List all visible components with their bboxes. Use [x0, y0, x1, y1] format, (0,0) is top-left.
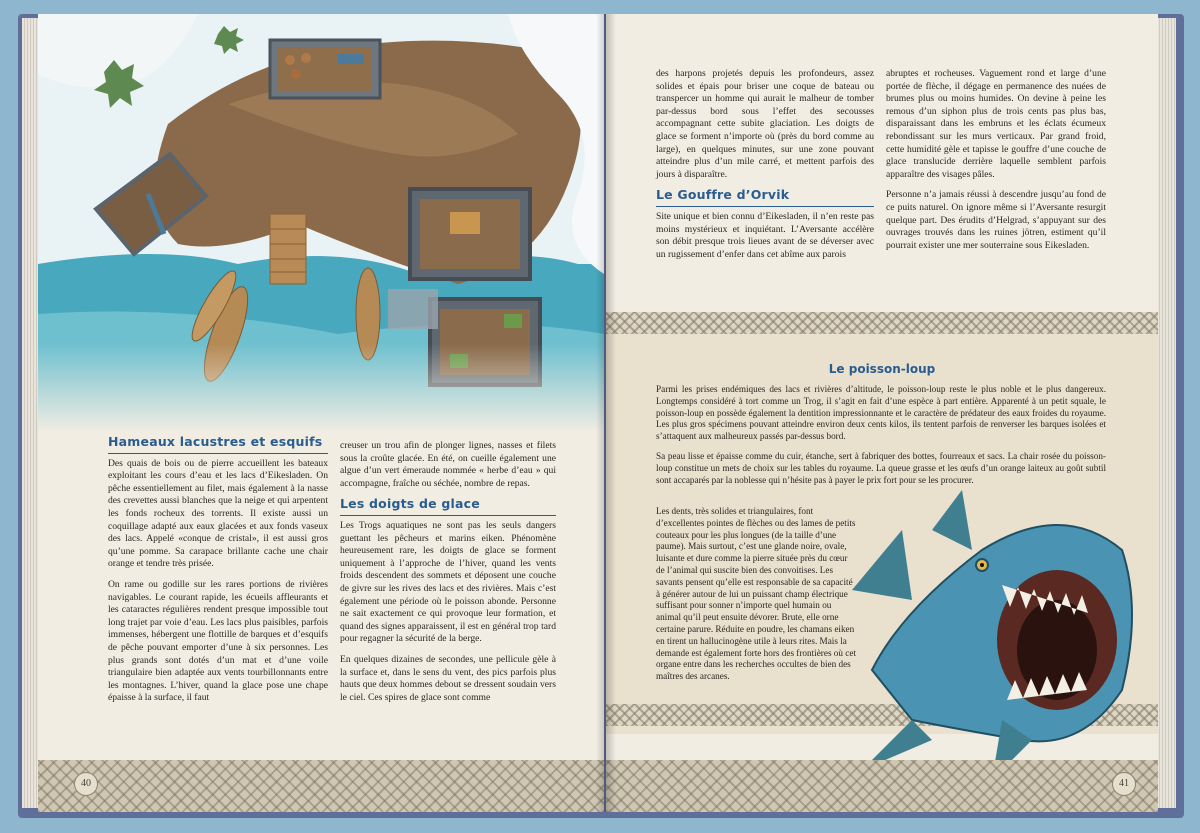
sidebar-column: [656, 506, 856, 691]
paragraph: Des quais de bois ou de pierre accueillent les bateaux exploitant les cours d’eau et les lacs d’Eikesladen. On pêche essentiellement au filet, mais également à la nasse des crevettes aussi blanches que la neige et qui arpentent les fonds rocheux des torrents. Il existe aussi un coquillage adapté aux eaux glacées et aux fonds vaseux des lacs. Appelé «conque de cristal», il est aussi gros qu’une pomme. Sa carapace brillante cache une chair orange et tendre très prisée.: [108, 457, 328, 570]
paragraph: Personne n’a jamais réussi à descendre jusqu’au fond de ce puits naturel. On ignore même si l’Aversante resurgit quelque part. Des érudits d’Helgrad, s’appuyant sur des ouvrages trouvés dans les ruines jötren, estiment qu’il pourrait exister une mer souterraine sous Eikesladen.: [886, 189, 1106, 251]
paragraph: abruptes et rocheuses. Vaguement rond et large d’une portée de flèche, il dégage en permanence des nuées de brumes plus ou moins humides. On devine à peine les remous d’un siphon plus de trois cents pas plus bas, disparaissant dans les embruns et les éclats écumeux rebondissant sur les murs verticaux. Par grand froid, cette humidité gèle et tapisse le gouffre d’une couche de glace translucide derrière laquelle semblent parfois apparaître des visages pâles.: [886, 68, 1106, 180]
page-number: 40: [74, 772, 98, 796]
right-page-edges: [1156, 18, 1176, 808]
sidebar-intro: [656, 384, 1106, 494]
paragraph: des harpons projetés depuis les profondeurs, assez solides et épais pour briser une coque de bateau ou transpercer un homme qui aurait le malheur de tomber par-dessus bord sous l’effet des secousses accompagnant cette subite glaciation. Les doigts de glace se forment n’importe où (près du bord comme au large), en quelques minutes, sur une zone pouvant atteindre plus d’un mile carré, et mettent parfois des jours à disparaître.: [656, 68, 874, 180]
paragraph: Les dents, très solides et triangulaires, font d’excellentes pointes de flèches ou des lames de petits couteaux pour les plus longues (de la taille d’une paume). Mais surtout, c’est une glande noire, ovale, luisante et dure comme la pierre située près du cœur de l’animal qui suscite bien des convoitises. Les savants pensent qu’elle est responsable de sa capacité à générer autour de lui un puissant champ électrique suffisant pour sonner n’importe quel humain ou animal qu’il peut ensuite dévorer. Brute, elle orne certaine parure. Réduite en poudre, les chamans eiken en tirent un hallucinogène utile à leurs rites. Mais la demande est également forte hors des frontières où cet organe entre dans les recherches occultes de bien des maîtres des arcanes.: [656, 506, 857, 682]
paragraph: Site unique et bien connu d’Eikesladen, il n’en reste pas moins mystérieux et inquiétant. L’Aversante accélère son débit presque trois lieues avant de se déverser avec un rugissement d’enfer dans cet abîme aux parois: [656, 210, 874, 260]
left-column-1: [108, 436, 328, 713]
paragraph: Sa peau lisse et épaisse comme du cuir, étanche, sert à fabriquer des bottes, fourreaux et sacs. La chair rosée du poisson-loup constitue un mets de choix sur les tables du royaume. La queue grasse et les œufs d’un orange laiteux au goût subtil sont accaparés par la noblesse qui n’hésite pas à payer le prix fort pour se les procurer.: [656, 450, 1106, 485]
paragraph: Parmi les prises endémiques des lacs et rivières d’altitude, le poisson-loup reste le plus noble et le plus dangereux. Longtemps considéré à tort comme un Trog, il s’agit en fait d’une espèce à part entière. Apparenté à un petit squale, le poisson-loup en possède également la dentition impressionnante et le caractère de prédateur des eaux froides du royaume. Les plus gros spécimens pouvant atteindre environ deux cents kilos, ils tentent parfois de renverser les barques isolées et s’attaquent aux malheureux passés par-dessus bord.: [656, 384, 1106, 442]
right-column-1: [656, 68, 874, 269]
paragraph: Les Trogs aquatiques ne sont pas les seuls dangers guettant les pêcheurs et marins eiken. Phénomène heureusement rare, les doigts de glace se forment uniquement à l’approche de l’hiver, quand les vents froids descendent des sommets et déposent une couche de givre sur les rives des lacs et des rivières. Mais c’est également une période où le poisson abonde. Personne ne sait exactement ce qui provoque leur formation, et quand des signes apparaissent, il est en général trop tard pour regagner la sécurité de la berge.: [340, 519, 556, 645]
celtic-knot-border-top: [606, 312, 1158, 334]
right-column-2: [886, 68, 1106, 260]
book-gutter: [596, 14, 616, 812]
section-title-doigts-de-glace: Les doigts de glace: [340, 498, 556, 516]
left-page: [38, 14, 604, 812]
paragraph: creuser un trou afin de plonger lignes, nasses et filets sous la croûte glacée. En été, on cueille également une algue d’un vert émeraude nommée « herbe d’eau » qui accompagne, fraîche ou séchée, nombre de repas.: [340, 440, 556, 489]
page-number: 41: [1112, 772, 1136, 796]
sidebar-title: Le poisson-loup: [828, 362, 936, 376]
village-map-illustration: [38, 14, 604, 432]
section-title-gouffre: Le Gouffre d’Orvik: [656, 189, 874, 207]
wolf-fish-illustration: [842, 490, 1158, 790]
right-page: [606, 14, 1158, 812]
paragraph: On rame ou godille sur les rares portions de rivières navigables. Le courant rapide, les écueils affleurants et les cataractes régulières rendent presque impossible tout long trajet par voie d’eau. Les lacs plus paisibles, parfois immenses, hébergent une flottille de barques et d’esquifs de pêche pouvant emporter d’une à six personnes. Les plus grands sont dotés d’un mat et d’une voile triangulaire bien adaptée aux vents tourbillonnants entre les montagnes. L’hiver, quand la glace pose une chape épaisse à la surface, il faut: [108, 578, 328, 704]
celtic-footer-band: [38, 760, 604, 812]
section-title-hameaux: Hameaux lacustres et esquifs: [108, 436, 328, 454]
paragraph: En quelques dizaines de secondes, une pellicule gèle à la surface et, dans le sens du vent, des pics parfois plus hauts que deux hommes debout se dressent soudain vers le ciel. Ces spires de glace sont comme: [340, 653, 556, 703]
left-column-2: [340, 440, 556, 712]
celtic-footer-band: [606, 760, 1158, 812]
